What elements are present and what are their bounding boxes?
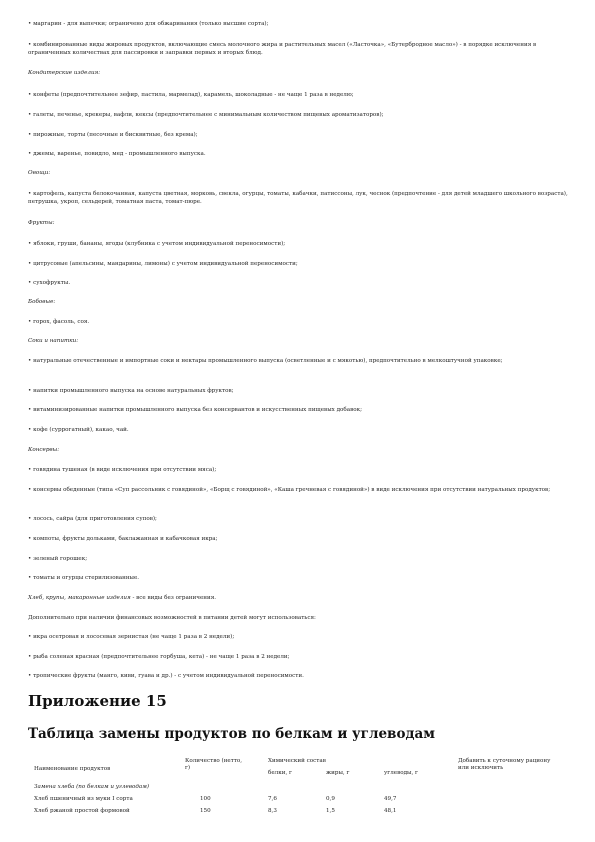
section-heading-juices: Соки и напитки: <box>28 338 79 344</box>
list-item-red-fish: • рыба соленая красная (предпочтительнее горбуша, кета) - не чаще 1 раза в 2 недели; <box>28 654 290 660</box>
list-item-margarine: • маргарин - для выпечки; ограничено для обжаривания (только высшие сорта); <box>28 21 269 27</box>
row-1-protein: 7,6 <box>268 796 277 802</box>
list-item-cookies: • галеты, печенье, крекеры, вафли, кексы (предпочтительнее с минимальным количеством пищевых ароматизаторов); <box>28 112 384 118</box>
paragraph-bread <box>28 594 568 602</box>
header-carbs: углеводы, г <box>384 770 418 776</box>
list-item-dried-fruits: • сухофрукты. <box>28 280 71 286</box>
row-2-quantity: 150 <box>200 808 211 814</box>
list-item-salmon: • лосось, сайра (для приготовления супов); <box>28 516 157 522</box>
list-item-green-peas: • зеленый горошек; <box>28 556 88 562</box>
list-item-citrus: • цитрусовые (апельсины, мандарины, лимоны) с учетом индивидуальной переносимости; <box>28 261 298 267</box>
header-add-exclude: Добавить к суточному рациону или исключить <box>458 758 551 771</box>
list-item-caviar: • икра осетровая и лососевая зернистая (не чаще 1 раза в 2 недели); <box>28 634 235 640</box>
list-item-combined-fats: • комбинированные виды жировых продуктов, включающие смесь молочного жира и растительных масел («Ласточка», «Бутербродное масло») - в порядке исключения в ограниченных количествах для пассировки и заправки первых и вторых блюд. <box>28 42 537 56</box>
row-1-carbs: 49,7 <box>384 796 397 802</box>
table-section-label: Замена хлеба (по белкам и углеводам) <box>34 784 150 790</box>
list-item-stewed-beef: • говядина тушеная (в виде исключения при отсутствии мяса); <box>28 467 217 473</box>
list-item-legumes: • горох, фасоль, соя. <box>28 319 90 325</box>
header-composition: Химический состав <box>268 758 326 764</box>
list-item-juices: • натуральные отечественные и импортные соки и нектары промышленного выпуска (осветленные и с мякотью), предпочтительно в мелкоштучной упаковке; <box>28 358 503 364</box>
bread-italic-label: Хлеб, крупы, макаронные изделия <box>28 595 131 601</box>
list-item-coffee: • кофе (суррогатный), какао, чай. <box>28 427 129 433</box>
section-heading-legumes: Бобовые: <box>28 299 56 305</box>
row-2-fat: 1,5 <box>326 808 335 814</box>
list-item-tomatoes: • томаты и огурцы стерилизованные. <box>28 575 140 581</box>
section-heading-fruits: Фрукты: <box>28 220 55 226</box>
list-item-compotes: • компоты, фрукты дольками, баклажанная и кабачковая икра; <box>28 536 218 542</box>
list-item-canned-meals: • консервы обеденные (типа «Суп рассольник с говядиной», «Борщ с говядиной», «Каша гречневая с говядиной») в виде исключения при отсутствии натуральных продуктов; <box>28 487 551 493</box>
row-2-protein: 8,3 <box>268 808 277 814</box>
row-1-quantity: 100 <box>200 796 211 802</box>
list-item-fruit-drinks: • напитки промышленного выпуска на основе натуральных фруктов; <box>28 388 234 394</box>
list-item-candies: • конфеты (предпочтительнее зефир, пастила, мармелад), карамель, шоколадные - не чаще 1 раза в неделю; <box>28 92 354 98</box>
list-item-cakes: • пирожные, торты (песочные и бисквитные, без крема); <box>28 132 198 138</box>
row-1-fat: 0,9 <box>326 796 335 802</box>
table-title: Таблица замены продуктов по белкам и углеводам <box>28 726 435 742</box>
section-heading-canned: Консервы: <box>28 447 60 453</box>
list-item-apples: • яблоки, груши, бананы, ягоды (клубника с учетом индивидуальной переносимости); <box>28 241 286 247</box>
section-heading-confectionery: Кондитерские изделия: <box>28 70 101 76</box>
row-1-product: Хлеб пшеничный из муки I сорта <box>34 796 133 802</box>
header-quantity: Количество (нетто, г) <box>185 758 243 771</box>
list-item-tropical-fruits: • тропические фрукты (манго, киви, гуава и др.) - с учетом индивидуальной переносимости. <box>28 673 304 679</box>
bread-rest-text: - все виды без ограничения. <box>130 595 217 601</box>
row-2-product: Хлеб ржаной простой формовой <box>34 808 130 814</box>
appendix-title: Приложение 15 <box>28 692 167 710</box>
header-protein: белки, г <box>268 770 292 776</box>
list-item-vitamin-drinks: • витаминизированные напитки промышленного выпуска без консервантов и искусственных пищевых добавок; <box>28 407 363 413</box>
list-item-jams: • джемы, варенье, повидло, мед - промышленного выпуска. <box>28 151 206 157</box>
header-product: Наименование продуктов <box>34 766 111 772</box>
list-item-vegetables: • картофель, капуста белокочанная, капуста цветная, морковь, свекла, огурцы, томаты, кабачки, патиссоны, лук, чеснок (предпочтение - для детей младшего школьного возраста), петрушка, укроп, сельдерей, томатная паста, томат-пюре. <box>28 191 568 205</box>
paragraph-additional: Дополнительно при наличии финансовых возможностей в питании детей могут использоваться: <box>28 615 316 621</box>
header-fat: жиры, г <box>326 770 350 776</box>
row-2-carbs: 48,1 <box>384 808 397 814</box>
section-heading-vegetables: Овощи: <box>28 170 51 176</box>
